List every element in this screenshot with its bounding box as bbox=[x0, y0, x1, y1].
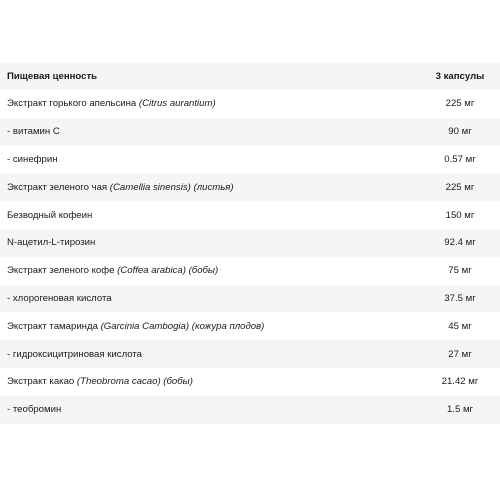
ingredient-amount: 225 мг bbox=[445, 181, 475, 193]
ingredient-part: (листья) bbox=[190, 181, 234, 193]
ingredient-amount: 150 мг bbox=[445, 209, 475, 221]
table-row bbox=[0, 201, 500, 229]
table-row bbox=[0, 229, 500, 257]
ingredient-amount: 225 мг bbox=[445, 98, 475, 110]
table-row bbox=[0, 257, 500, 285]
ingredient-amount: 27 мг bbox=[448, 348, 472, 360]
ingredient-text: Экстракт тамаринда bbox=[7, 320, 101, 332]
ingredient-name bbox=[0, 349, 350, 360]
table-row bbox=[0, 90, 500, 118]
table-row bbox=[0, 146, 500, 174]
ingredient-text: - теобромин bbox=[7, 404, 62, 416]
ingredient-name bbox=[0, 376, 350, 387]
nutrition-table bbox=[0, 63, 500, 424]
table-row bbox=[0, 340, 500, 368]
ingredient-name bbox=[0, 210, 350, 221]
ingredient-text: Экстракт горького апельсина bbox=[7, 98, 139, 110]
ingredient-latin: (Camellia sinensis) bbox=[109, 181, 191, 193]
table-row bbox=[0, 118, 500, 146]
ingredient-name bbox=[0, 126, 350, 137]
ingredient-amount: 1.5 мг bbox=[446, 404, 474, 416]
ingredient-part: (бобы) bbox=[185, 265, 219, 277]
ingredient-amount: 37.5 мг bbox=[444, 292, 476, 304]
ingredient-latin: (Garcinia Cambogia) bbox=[100, 320, 190, 332]
ingredient-name bbox=[0, 182, 350, 193]
table-header-row bbox=[0, 63, 500, 90]
ingredient-latin: (Citrus aurantium) bbox=[138, 98, 216, 110]
ingredient-name bbox=[0, 321, 350, 332]
ingredient-text: Экстракт зеленого кофе bbox=[7, 265, 118, 277]
ingredient-latin: (Coffea arabica) bbox=[117, 265, 186, 277]
ingredient-amount: 92.4 мг bbox=[444, 237, 476, 249]
ingredient-name bbox=[0, 293, 350, 304]
ingredient-name bbox=[0, 404, 350, 415]
ingredient-part: (кожура плодов) bbox=[189, 320, 265, 332]
ingredient-latin: (Theobroma cacao) bbox=[76, 376, 161, 388]
ingredient-text: - хлорогеновая кислота bbox=[7, 292, 112, 304]
ingredient-amount: 0.57 мг bbox=[444, 153, 476, 165]
ingredient-part: (бобы) bbox=[160, 376, 193, 388]
ingredient-text: Экстракт зеленого чая bbox=[7, 181, 110, 193]
ingredient-text: Безводный кофеин bbox=[7, 209, 93, 221]
ingredient-text: - витамин С bbox=[7, 126, 60, 138]
ingredient-amount: 75 мг bbox=[448, 265, 472, 277]
header-nutrition-value: Пищевая ценность bbox=[7, 71, 98, 82]
table-row bbox=[0, 368, 500, 396]
ingredient-name bbox=[0, 154, 350, 165]
ingredient-amount: 90 мг bbox=[448, 126, 472, 138]
ingredient-text: - гидроксицитриновая кислота bbox=[7, 348, 143, 360]
ingredient-text: Экстракт какао bbox=[7, 376, 77, 388]
ingredient-name bbox=[0, 98, 350, 109]
ingredient-amount: 21.42 мг bbox=[441, 376, 479, 388]
ingredient-text: N-ацетил-L-тирозин bbox=[7, 237, 96, 249]
table-row bbox=[0, 396, 500, 424]
ingredient-name bbox=[0, 265, 350, 276]
table-row bbox=[0, 312, 500, 340]
header-serving: 3 капсулы bbox=[435, 71, 485, 82]
table-row bbox=[0, 173, 500, 201]
ingredient-name bbox=[0, 237, 350, 248]
ingredient-amount: 45 мг bbox=[448, 320, 472, 332]
ingredient-text: - синефрин bbox=[7, 153, 58, 165]
table-row bbox=[0, 285, 500, 313]
